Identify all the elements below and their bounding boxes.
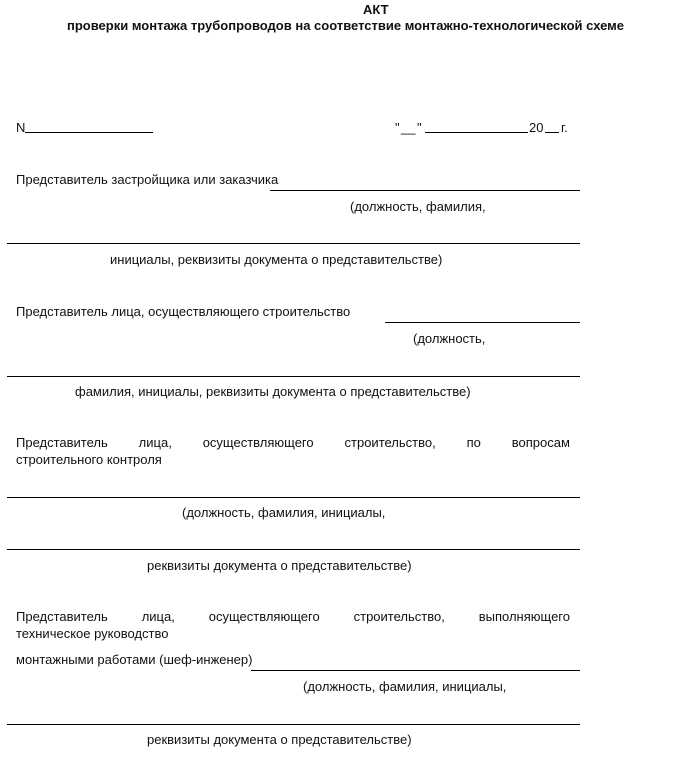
control-rep-label-line-2: строительного контроля xyxy=(16,452,162,467)
customer-rep-field-line-2[interactable] xyxy=(7,243,580,244)
chief-rep-word: осуществляющего xyxy=(208,609,320,624)
control-rep-word: по xyxy=(466,435,481,450)
control-rep-word: осуществляющего xyxy=(202,435,314,450)
control-rep-field-line-1[interactable] xyxy=(7,497,580,498)
builder-rep-label: Представитель лица, осуществляющего строительство xyxy=(16,304,351,319)
number-label: N xyxy=(16,120,26,135)
customer-rep-label: Представитель застройщика или заказчика xyxy=(16,172,279,187)
control-rep-label-line-1 xyxy=(16,435,570,450)
date-day-blank[interactable]: __ xyxy=(401,120,416,135)
chief-rep-field-line-1[interactable] xyxy=(251,670,580,671)
customer-rep-hint-2: инициалы, реквизиты документа о представительстве) xyxy=(110,252,443,267)
date-month-line[interactable] xyxy=(425,132,528,133)
act-title: АКТ xyxy=(363,2,389,17)
date-year-line[interactable] xyxy=(545,132,559,133)
control-rep-hint-2: реквизиты документа о представительстве) xyxy=(147,558,412,573)
control-rep-field-line-2[interactable] xyxy=(7,549,580,550)
chief-rep-hint-1: (должность, фамилия, инициалы, xyxy=(303,679,507,694)
chief-rep-word: строительство, xyxy=(353,609,445,624)
chief-rep-field-line-2[interactable] xyxy=(7,724,580,725)
builder-rep-hint-2: фамилия, инициалы, реквизиты документа о представительстве) xyxy=(75,384,471,399)
control-rep-word: лица, xyxy=(138,435,172,450)
customer-rep-hint-1: (должность, фамилия, xyxy=(350,199,486,214)
builder-rep-field-line-1[interactable] xyxy=(385,322,580,323)
control-rep-hint-1: (должность, фамилия, инициалы, xyxy=(182,505,386,520)
date-quote-open: " xyxy=(395,120,400,135)
date-quote-close: " xyxy=(417,120,422,135)
chief-rep-word: Представитель xyxy=(16,609,108,624)
control-rep-word: вопросам xyxy=(511,435,570,450)
chief-rep-label-line-2: техническое руководство xyxy=(16,626,169,641)
act-subtitle: проверки монтажа трубопроводов на соответствие монтажно-технологической схеме xyxy=(67,18,625,33)
builder-rep-field-line-2[interactable] xyxy=(7,376,580,377)
date-year-prefix: 20 xyxy=(529,120,544,135)
control-rep-word: строительство, xyxy=(344,435,436,450)
chief-rep-label-line-3: монтажными работами (шеф-инженер) xyxy=(16,652,253,667)
customer-rep-field-line-1[interactable] xyxy=(270,190,580,191)
chief-rep-hint-2: реквизиты документа о представительстве) xyxy=(147,732,412,747)
chief-rep-label-line-1 xyxy=(16,609,570,624)
control-rep-word: Представитель xyxy=(16,435,108,450)
chief-rep-word: лица, xyxy=(141,609,175,624)
chief-rep-word: выполняющего xyxy=(478,609,570,624)
builder-rep-hint-1: (должность, xyxy=(413,331,486,346)
number-field-line[interactable] xyxy=(25,132,153,133)
date-year-suffix: г. xyxy=(561,120,568,135)
